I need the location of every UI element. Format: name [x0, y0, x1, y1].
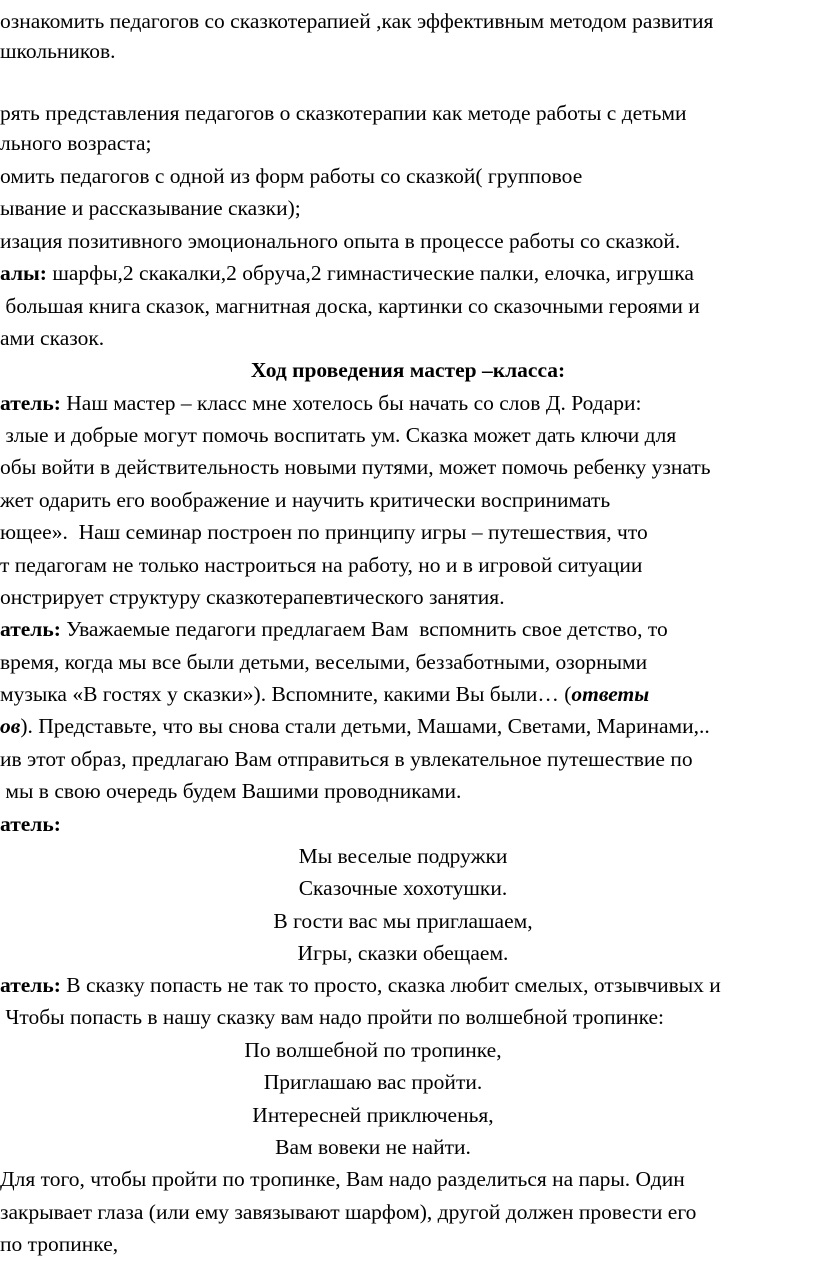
- text-line: [0, 128, 151, 158]
- text-line: [0, 1197, 696, 1227]
- section-heading: Ход проведения мастер –класса:: [250, 358, 566, 382]
- text-line: [0, 711, 710, 741]
- poem-line: Интересней приключенья,: [252, 1103, 494, 1127]
- line-text: ознакомить педагогов со сказкотерапией ,как эффективным методом развития: [0, 9, 714, 33]
- text-line-materials: [0, 258, 694, 288]
- line-text: льного возраста;: [0, 131, 152, 155]
- line-text: обы войти в действительность новыми путями, может помочь ребенку узнать: [0, 455, 711, 479]
- text-line-goal: [0, 6, 713, 36]
- italic-text: ов: [0, 714, 21, 738]
- speaker-label: атель:: [0, 617, 61, 641]
- line-text: рять представления педагогов о сказкотерапии как методе работы с детьми: [0, 101, 687, 125]
- text-line-speaker: [0, 388, 642, 418]
- line-text: ив этот образ, предлагаю Вам отправиться в увлекательное путешествие по: [0, 747, 693, 771]
- line-text: музыка «В гостях у сказки»). Вспомните, какими Вы были… (: [0, 682, 572, 706]
- italic-text: ответы: [571, 682, 650, 706]
- line-text: время, когда мы все были детьми, веселыми, беззаботными, озорными: [0, 650, 648, 674]
- line-text: школьников.: [0, 39, 116, 63]
- speaker-label: атель:: [0, 812, 61, 836]
- text-line-speaker: [0, 970, 721, 1000]
- poem-line: По волшебной по тропинке,: [244, 1038, 502, 1062]
- text-line: [0, 291, 700, 321]
- text-line: [0, 193, 301, 223]
- poem-line: Игры, сказки обещаем.: [297, 941, 509, 965]
- text-line: [0, 517, 648, 547]
- line-text: жет одарить его воображение и научить критически воспринимать: [0, 488, 611, 512]
- poem-line: В гости вас мы приглашаем,: [273, 909, 533, 933]
- text-line-task-1: [0, 98, 687, 128]
- line-text: Наш мастер – класс мне хотелось бы начать со слов Д. Родари:: [60, 391, 642, 415]
- text-line: [0, 679, 649, 709]
- text-line: [0, 1002, 664, 1032]
- line-text: ывание и рассказывание сказки);: [0, 196, 301, 220]
- line-text: Чтобы попасть в нашу сказку вам надо пройти по волшебной тропинке:: [0, 1005, 665, 1029]
- line-text: большая книга сказок, магнитная доска, картинки со сказочными героями и: [0, 294, 700, 318]
- text-line: [0, 420, 676, 450]
- text-line: [0, 776, 461, 806]
- line-text: ). Представьте, что вы снова стали детьми, Машами, Светами, Маринами,..: [20, 714, 710, 738]
- text-line-speaker: [0, 614, 668, 644]
- line-text: онстрирует структуру сказкотерапевтического занятия.: [0, 585, 505, 609]
- text-line: [0, 1229, 118, 1259]
- line-text: по тропинке,: [0, 1232, 119, 1256]
- text-line: [0, 550, 642, 580]
- text-line: [0, 452, 711, 482]
- poem-line: Вам вовеки не найти.: [275, 1135, 471, 1159]
- line-text: Уважаемые педагоги предлагаем Вам вспомнить свое детство, то: [60, 617, 668, 641]
- line-text: шарфы,2 скакалки,2 обруча,2 гимнастические палки, елочка, игрушка: [46, 261, 694, 285]
- text-line: [0, 744, 693, 774]
- speaker-label: атель:: [0, 391, 61, 415]
- text-line: [0, 1164, 685, 1194]
- poem-line: Мы веселые подружки: [298, 844, 508, 868]
- line-text: злые и добрые могут помочь воспитать ум. Сказка может дать ключи для: [0, 423, 677, 447]
- text-line: [0, 36, 116, 66]
- text-line-task-3: [0, 226, 680, 256]
- text-line: [0, 323, 104, 353]
- speaker-label: атель:: [0, 973, 61, 997]
- text-line: [0, 582, 505, 612]
- text-line: [0, 485, 610, 515]
- poem-line: Сказочные хохотушки.: [298, 876, 508, 900]
- line-text: изация позитивного эмоционального опыта в процессе работы со сказкой.: [0, 229, 681, 253]
- line-text: омить педагогов с одной из форм работы со сказкой( групповое: [0, 164, 583, 188]
- materials-label: алы:: [0, 261, 47, 285]
- line-text: ами сказок.: [0, 326, 105, 350]
- line-text: ющее». Наш семинар построен по принципу игры – путешествия, что: [0, 520, 648, 544]
- text-line-speaker: [0, 809, 61, 839]
- line-text: т педагогам не только настроиться на работу, но и в игровой ситуации: [0, 553, 643, 577]
- line-text: Для того, чтобы пройти по тропинке, Вам надо разделиться на пары. Один: [0, 1167, 685, 1191]
- line-text: закрывает глаза (или ему завязывают шарфом), другой должен провести его: [0, 1200, 697, 1224]
- text-line-task-2: [0, 161, 582, 191]
- text-line: [0, 647, 647, 677]
- line-text: мы в свою очередь будем Вашими проводниками.: [0, 779, 462, 803]
- line-text: В сказку попасть не так то просто, сказка любит смелых, отзывчивых и: [60, 973, 721, 997]
- poem-line: Приглашаю вас пройти.: [263, 1070, 483, 1094]
